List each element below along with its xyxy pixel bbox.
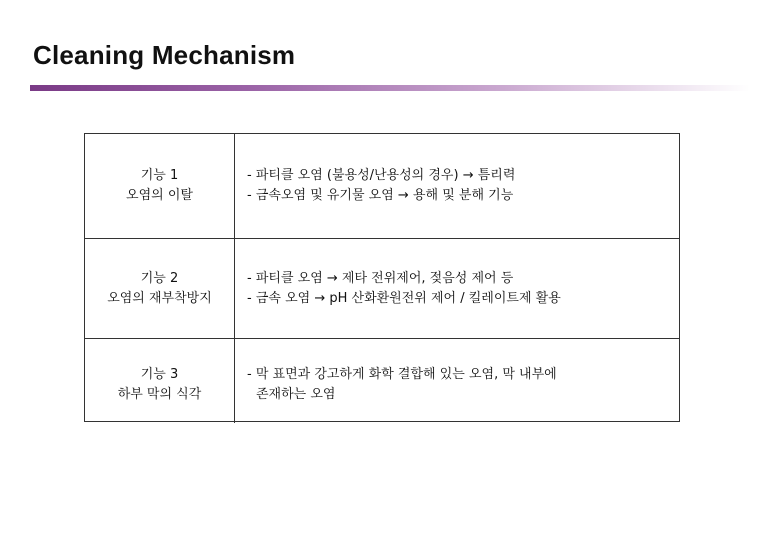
function-cell [85, 339, 235, 423]
function-name: 오염의 재부착방지 [107, 290, 212, 306]
slide-title: Cleaning Mechanism [33, 40, 296, 70]
description-line: - 금속 오염 → pH 산화환원전위 제어 / 킬레이트제 활용 [247, 290, 561, 306]
description-cell [235, 339, 679, 423]
function-number: 기능 1 [140, 168, 179, 183]
description-line: 존재하는 오염 [256, 387, 336, 402]
title-accent-bar [30, 85, 750, 91]
function-name: 오염의 이탈 [126, 188, 193, 203]
function-cell [85, 239, 235, 338]
function-number: 기능 2 [140, 270, 179, 286]
description-cell [235, 239, 679, 338]
description-line: - 파티클 오염 → 제타 전위제어, 젖음성 제어 등 [247, 270, 514, 286]
function-name: 하부 막의 식각 [117, 387, 202, 402]
function-number: 기능 3 [140, 367, 179, 382]
cleaning-function-table [84, 133, 680, 422]
table-row [85, 239, 679, 339]
description-cell [235, 134, 679, 238]
description-line: - 파티클 오염 (불용성/난용성의 경우) → 틈리력 [247, 168, 516, 183]
table-row [85, 134, 679, 239]
function-cell [85, 134, 235, 238]
table-row [85, 339, 679, 423]
description-line: - 막 표면과 강고하게 화학 결합해 있는 오염, 막 내부에 [247, 367, 557, 382]
description-line: - 금속오염 및 유기물 오염 → 용해 및 분해 기능 [247, 188, 514, 203]
